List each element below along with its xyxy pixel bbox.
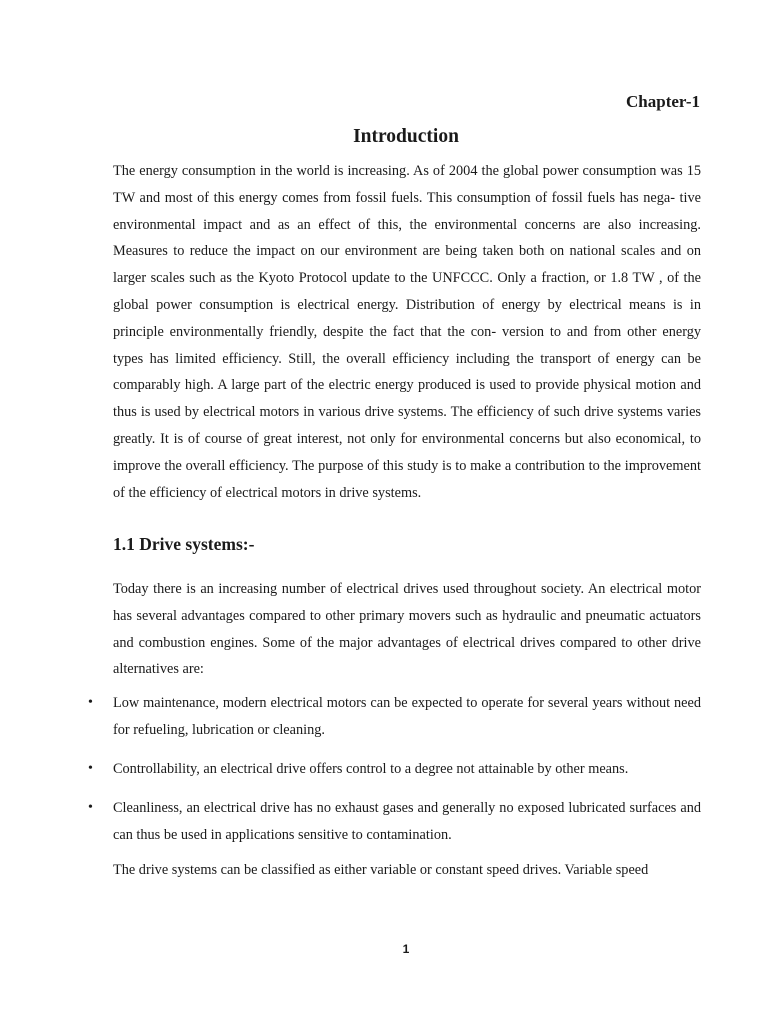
section-paragraph: Today there is an increasing number of electrical drives used throughout society. An electrical motor has several advantages compared to other primary movers such as hydraulic and pneumatic actuators and combustion engines. Some of the major advantages of electrical drives compared to other drive alternatives are:: [113, 581, 701, 678]
intro-paragraph: The energy consumption in the world is increasing. As of 2004 the global power consumption was 15 TW and most of this energy comes from fossil fuels. This consumption of fossil fuels has nega- tive environmental impact and as an effect of this, the environmental concerns are also increasing. Measures to reduce the impact on our environment are being taken both on national scales and on larger scales such as the Kyoto Protocol update to the UNFCCC. Only a fraction, or 1.8 TW , of the global power consumption is electrical energy. Distribution of energy by electrical means is in principle environmentally friendly, despite the fact that the con- version to and from other energy types has limited efficiency. Still, the overall efficiency including the transport of energy can be comparably high. A large part of the electric energy produced is used to provide physical motion and thus is used by electrical motors in various drive systems. The efficiency of such drive systems varies greatly. It is of course of great interest, not only for environmental concerns but also economical, to improve the overall efficiency. The purpose of this study is to make a contribution to the improvement of the efficiency of electrical motors in drive systems.: [113, 163, 701, 501]
list-item: [88, 690, 701, 744]
bullet-icon: •: [88, 761, 93, 776]
page-number: 1: [402, 942, 410, 956]
list-item-text: Low maintenance, modern electrical motors can be expected to operate for several years without need for refueling, lubrication or cleaning.: [113, 695, 701, 738]
page-title: Introduction: [353, 126, 459, 147]
chapter-label: Chapter-1: [626, 92, 700, 111]
closing-paragraph: The drive systems can be classified as either variable or constant speed drives. Variable speed: [113, 862, 649, 878]
bullet-icon: •: [88, 800, 93, 815]
list-item-text: Controllability, an electrical drive offers control to a degree not attainable by other means.: [113, 761, 629, 777]
section-heading: 1.1 Drive systems:-: [113, 534, 255, 554]
list-item: [88, 756, 701, 783]
bullet-icon: •: [88, 695, 93, 710]
list-item: [88, 795, 701, 849]
list-item-text: Cleanliness, an electrical drive has no exhaust gases and generally no exposed lubricated surfaces and can thus be used in applications sensitive to contamination.: [113, 800, 701, 843]
